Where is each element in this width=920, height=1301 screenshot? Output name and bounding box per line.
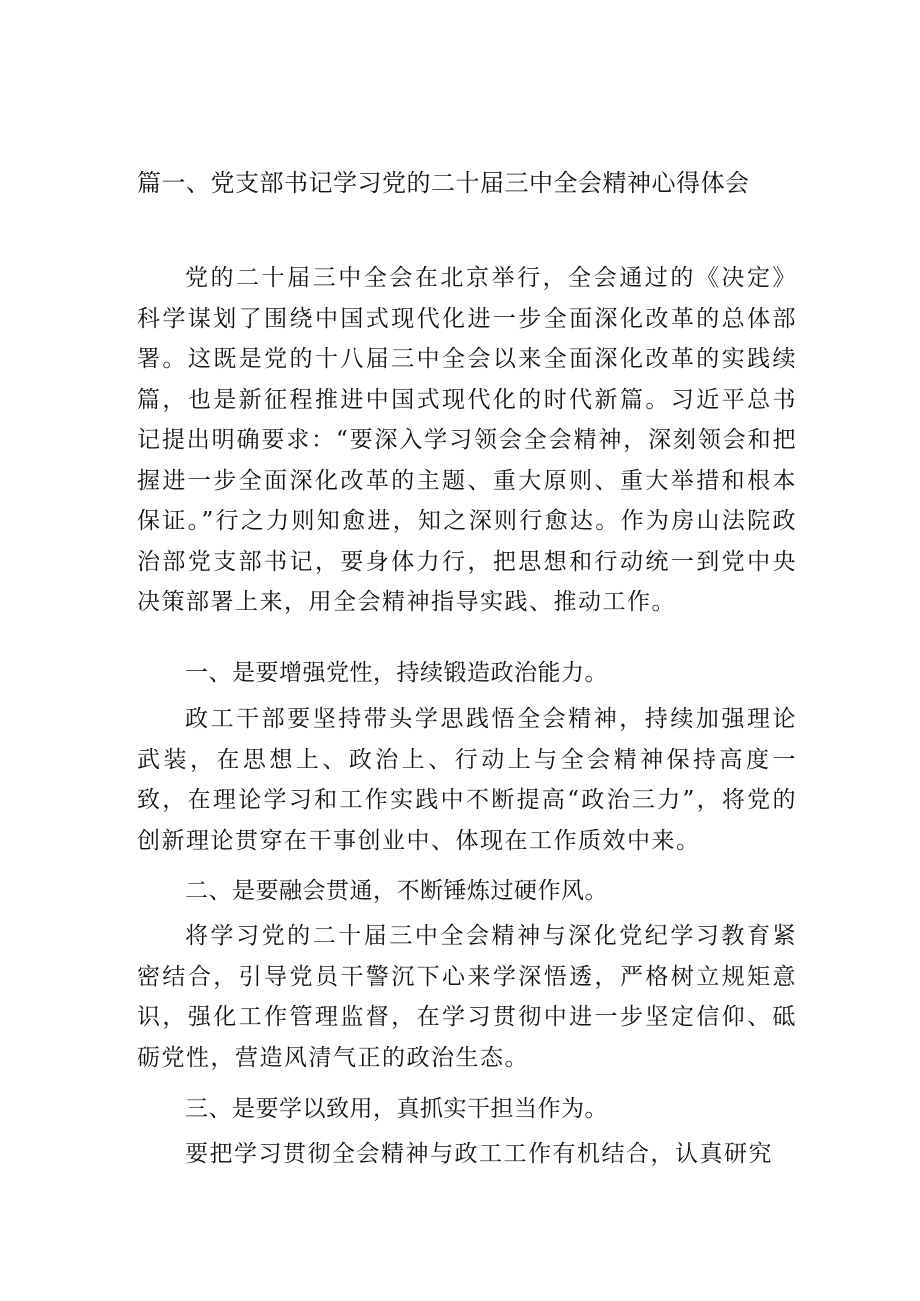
paragraph-intro: 党的二十届三中全会在北京举行，全会通过的《决定》科学谋划了围绕中国式现代化进一步全面深化改革的总体部署。这既是党的十八届三中全会以来全面深化改革的实践续篇，也是新征程推进中国式现代化的时代新篇。习近平总书记提出明确要求：“要深入学习领会全会精神，深刻领会和把握进一步全面深化改革的主题、重大原则、重大举措和根本保证。”行之力则知愈进，知之深则行愈达。作为房山法院政治部党支部书记，要身体力行，把思想和行动统一到党中央决策部署上来，用全会精神指导实践、推动工作。: [137, 265, 797, 615]
paragraph-section-1: 政工干部要坚持带头学思践悟全会精神，持续加强理论武装，在思想上、政治上、行动上与全会精神保持高度一致，在理论学习和工作实践中不断提高“政治三力”，将党的创新理论贯穿在干事创业中、体现在工作质效中来。: [137, 706, 797, 854]
section-heading-2: 二、是要融会贯通，不断锤炼过硬作风。: [185, 878, 608, 904]
document-title: 篇一、党支部书记学习党的二十届三中全会精神心得体会: [137, 169, 750, 197]
paragraph-section-2: 将学习党的二十届三中全会精神与深化党纪学习教育紧密结合，引导党员干警沉下心来学深悟透，严格树立规矩意识，强化工作管理监督，在学习贯彻中进一步坚定信仰、砥砺党性，营造风清气正的政治生态。: [137, 923, 797, 1071]
paragraph-section-3: 要把学习贯彻全会精神与政工工作有机结合，认真研究: [185, 1141, 773, 1167]
section-heading-3: 三、是要学以致用，真抓实干担当作为。: [185, 1096, 608, 1122]
section-heading-1: 一、是要增强党性，持续锻造政治能力。: [185, 660, 608, 686]
